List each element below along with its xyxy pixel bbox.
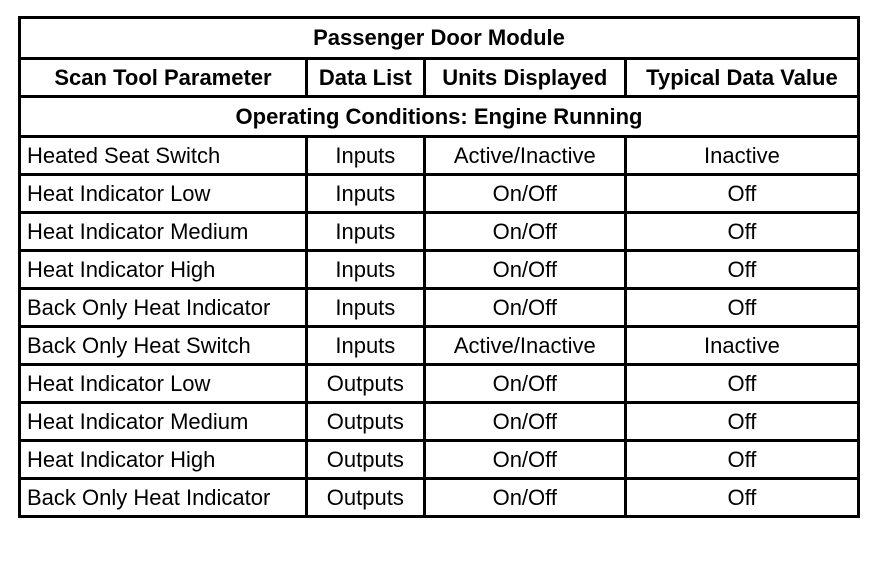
- column-header-data-list: Data List: [307, 59, 425, 97]
- typical-value-cell: Off: [625, 213, 858, 251]
- typical-value-cell: Off: [625, 175, 858, 213]
- data-list-cell: Inputs: [307, 213, 425, 251]
- table-row: [20, 251, 859, 289]
- data-list-cell: Outputs: [307, 403, 425, 441]
- parameter-cell: Heated Seat Switch: [20, 137, 307, 175]
- units-cell: On/Off: [424, 289, 625, 327]
- typical-value-cell: Off: [625, 289, 858, 327]
- table-row: [20, 365, 859, 403]
- units-cell: On/Off: [424, 479, 625, 517]
- data-list-cell: Inputs: [307, 175, 425, 213]
- table-row: [20, 289, 859, 327]
- parameter-cell: Heat Indicator Medium: [20, 403, 307, 441]
- units-cell: On/Off: [424, 251, 625, 289]
- table-row: [20, 213, 859, 251]
- typical-value-cell: Off: [625, 403, 858, 441]
- data-list-cell: Inputs: [307, 327, 425, 365]
- data-list-cell: Inputs: [307, 289, 425, 327]
- operating-conditions-row: [20, 97, 859, 137]
- typical-value-cell: Inactive: [625, 137, 858, 175]
- column-header-typical-value: Typical Data Value: [625, 59, 858, 97]
- units-cell: Active/Inactive: [424, 137, 625, 175]
- table-row: [20, 441, 859, 479]
- typical-value-cell: Off: [625, 479, 858, 517]
- data-list-cell: Inputs: [307, 137, 425, 175]
- data-list-cell: Outputs: [307, 441, 425, 479]
- units-cell: On/Off: [424, 403, 625, 441]
- operating-conditions: Operating Conditions: Engine Running: [20, 97, 859, 137]
- units-cell: Active/Inactive: [424, 327, 625, 365]
- typical-value-cell: Off: [625, 365, 858, 403]
- units-cell: On/Off: [424, 441, 625, 479]
- table-title-row: [20, 18, 859, 59]
- parameter-cell: Heat Indicator Low: [20, 365, 307, 403]
- parameter-cell: Heat Indicator High: [20, 251, 307, 289]
- column-header-row: [20, 59, 859, 97]
- parameter-cell: Heat Indicator High: [20, 441, 307, 479]
- table-row: [20, 137, 859, 175]
- column-header-units: Units Displayed: [424, 59, 625, 97]
- typical-value-cell: Inactive: [625, 327, 858, 365]
- data-list-cell: Inputs: [307, 251, 425, 289]
- parameter-cell: Back Only Heat Switch: [20, 327, 307, 365]
- units-cell: On/Off: [424, 175, 625, 213]
- table-row: [20, 327, 859, 365]
- units-cell: On/Off: [424, 365, 625, 403]
- column-header-parameter: Scan Tool Parameter: [20, 59, 307, 97]
- table-row: [20, 403, 859, 441]
- passenger-door-module-table: [18, 16, 860, 518]
- table-body: [20, 137, 859, 517]
- units-cell: On/Off: [424, 213, 625, 251]
- data-list-cell: Outputs: [307, 479, 425, 517]
- parameter-cell: Heat Indicator Low: [20, 175, 307, 213]
- typical-value-cell: Off: [625, 441, 858, 479]
- table-title: Passenger Door Module: [20, 18, 859, 59]
- parameter-cell: Heat Indicator Medium: [20, 213, 307, 251]
- data-list-cell: Outputs: [307, 365, 425, 403]
- table-row: [20, 175, 859, 213]
- parameter-cell: Back Only Heat Indicator: [20, 479, 307, 517]
- parameter-cell: Back Only Heat Indicator: [20, 289, 307, 327]
- table-row: [20, 479, 859, 517]
- typical-value-cell: Off: [625, 251, 858, 289]
